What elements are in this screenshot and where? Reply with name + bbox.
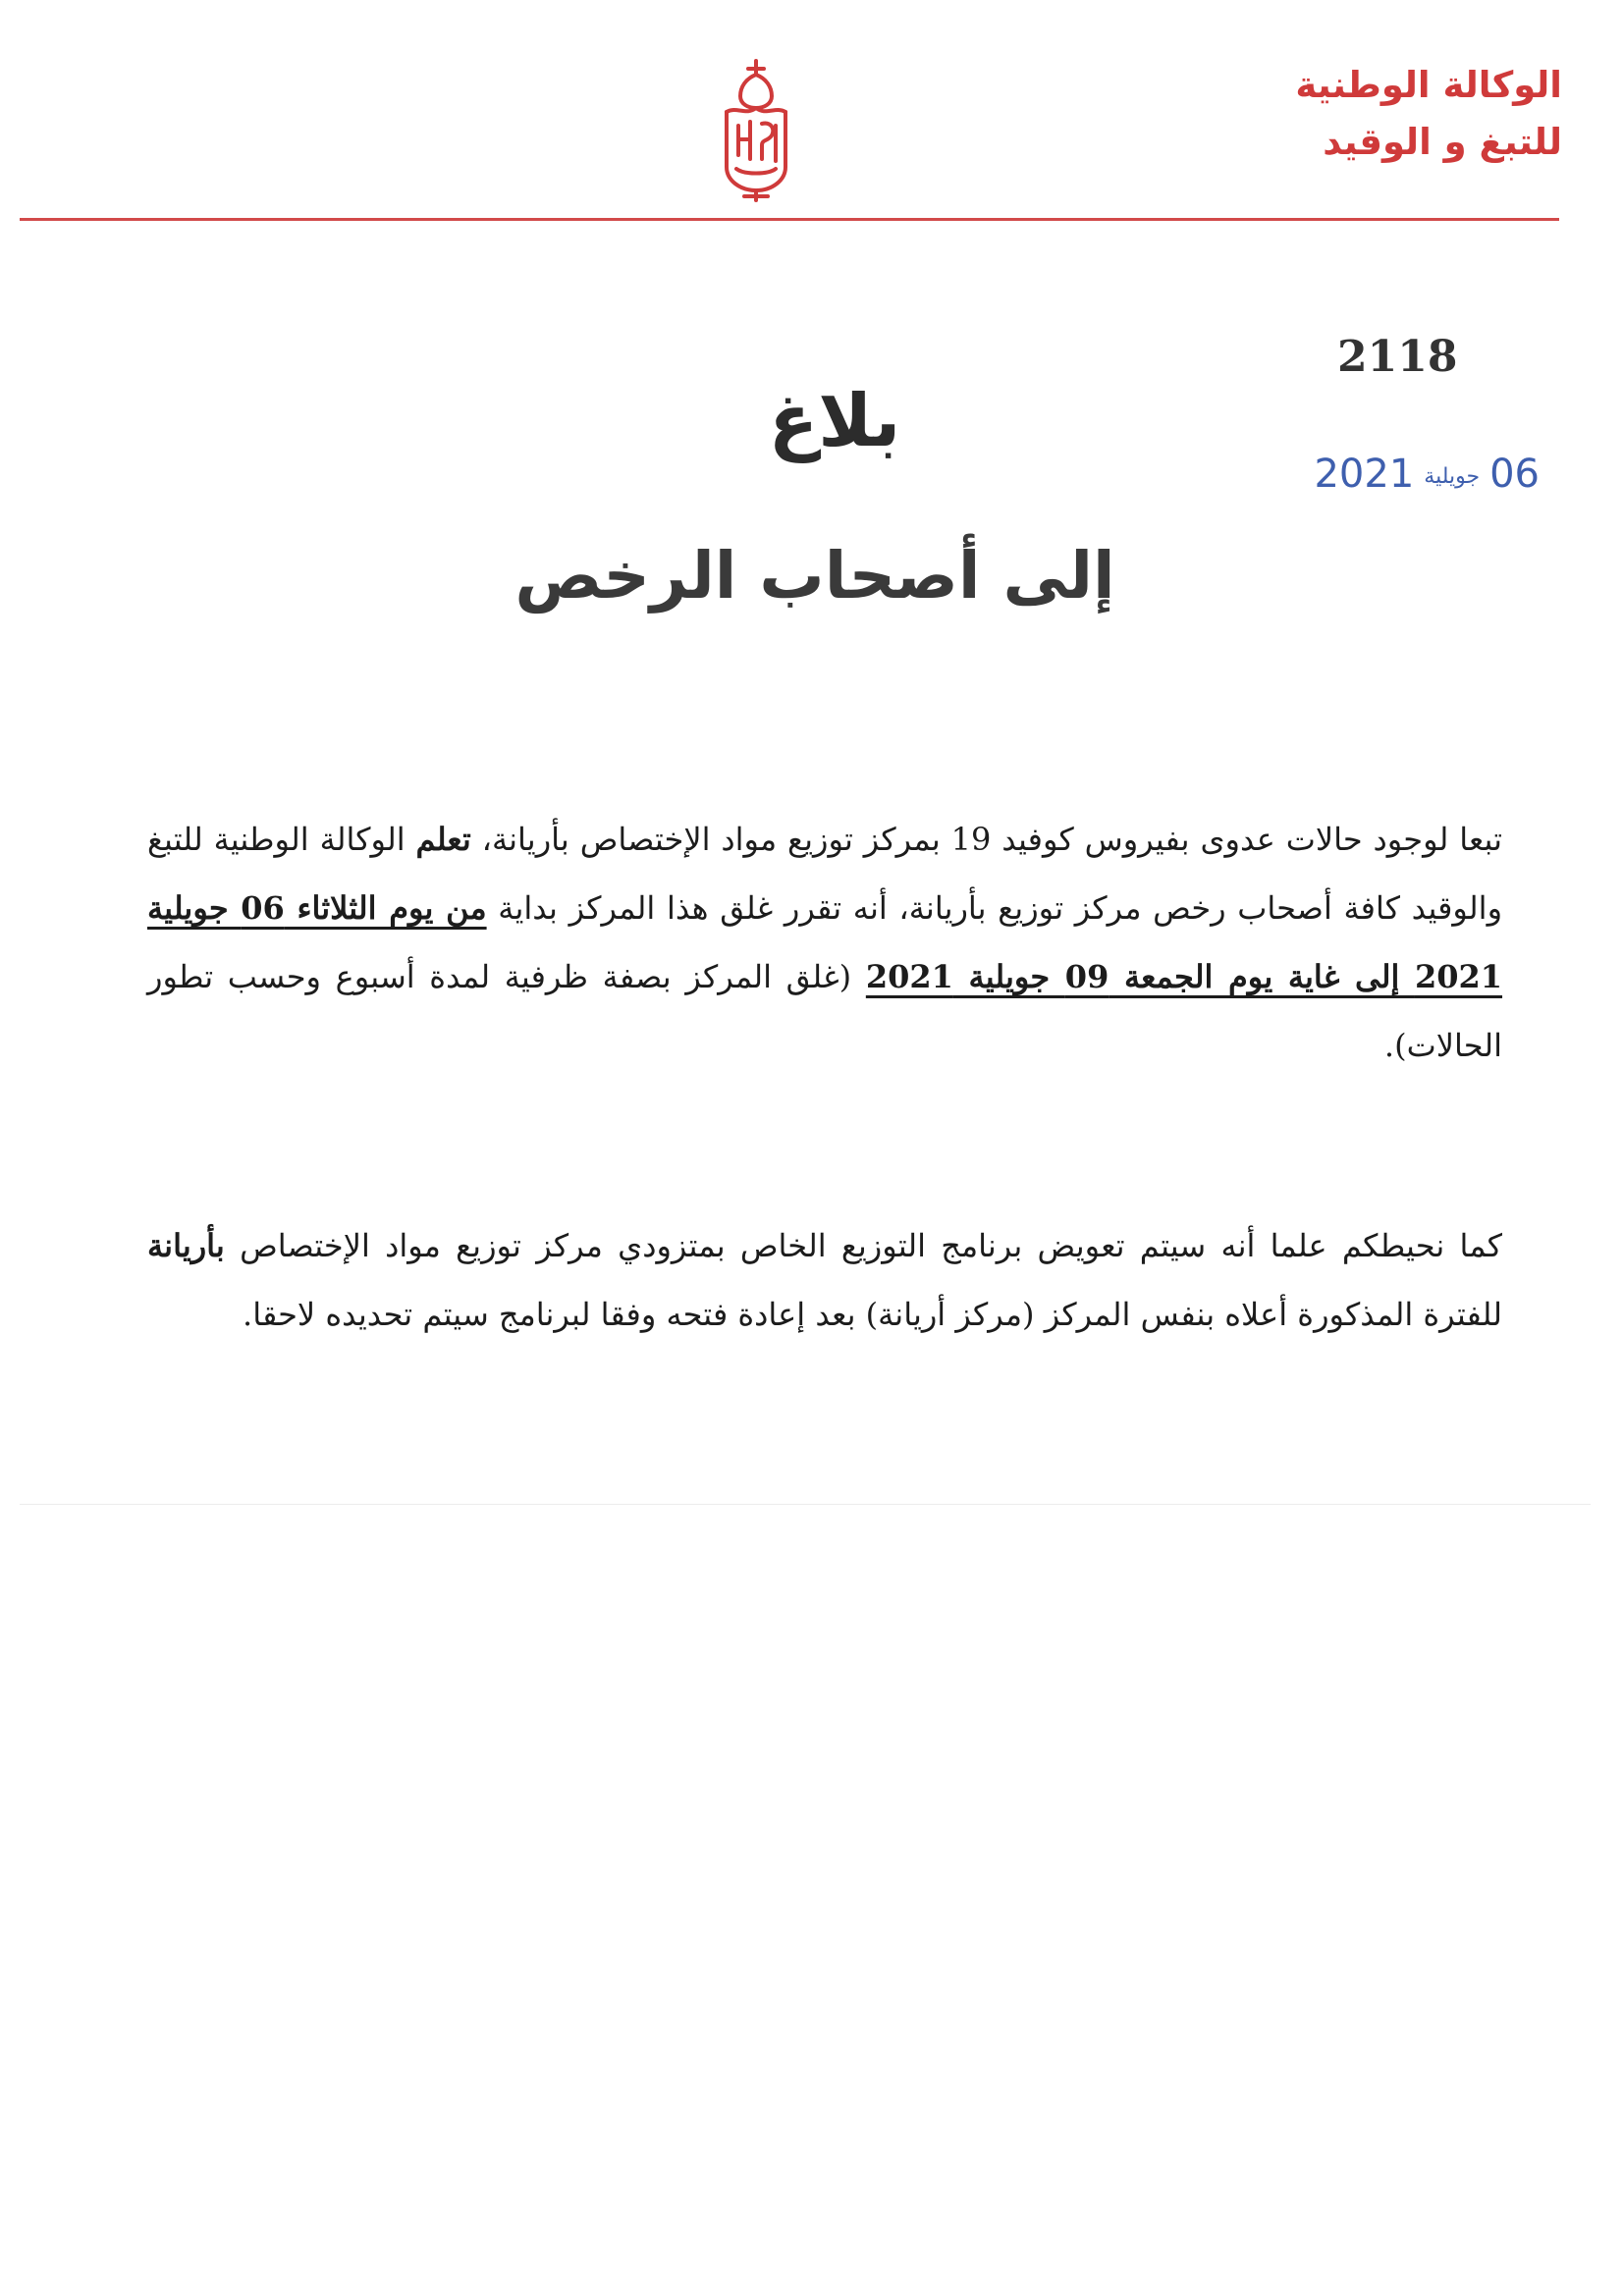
header-divider	[20, 218, 1559, 221]
agency-emblem-logo	[711, 57, 801, 202]
paragraph2-part1: كما نحيطكم علما أنه سيتم تعويض برنامج التوزيع الخاص بمتزودي مركز توزيع مواد الإختصاص	[224, 1227, 1502, 1264]
agency-name-line1: الوكالة الوطنية	[1295, 64, 1562, 106]
paragraph1-agency-verb: تعلم	[415, 821, 471, 858]
date-stamp-year: 2021	[1314, 452, 1415, 497]
scan-divider	[20, 1504, 1591, 1505]
agency-name	[1110, 57, 1562, 171]
paragraph1-intro: تبعا لوجود حالات عدوى بفيروس كوفيد 19 بمركز توزيع مواد الإختصاص بأريانة،	[481, 821, 1503, 858]
paragraph2-part2: للفترة المذكورة أعلاه بنفس المركز (مركز أريانة) بعد إعادة فتحه وفقا لبرنامج سيتم تحديده لاحقا.	[243, 1296, 1502, 1333]
paragraph-schedule-compensation	[147, 1211, 1502, 1349]
reference-number: 2118	[1337, 332, 1458, 382]
closure-note: (غلق المركز بصفة ظرفية لمدة أسبوع وحسب تطور الحالات).	[147, 958, 1502, 1064]
document-title: بلاغ	[768, 379, 901, 463]
paragraph1-informs: الوكالة الوطنية للتبغ والوقيد كافة أصحاب رخص مركز توزيع بأريانة، أنه تقرر غلق هذا المركز بداية	[147, 821, 1503, 927]
closure-period: من يوم الثلاثاء 06 جويلية 2021 إلى غاية يوم الجمعة 09 جويلية 2021	[147, 889, 1503, 995]
agency-name-line2: للتبغ و الوقيد	[1323, 121, 1562, 163]
document-subtitle: إلى أصحاب الرخص	[514, 538, 1115, 614]
date-stamp-day: 06	[1489, 452, 1540, 497]
paragraph-closure-notice	[147, 805, 1502, 1080]
paragraph2-location: بأريانة	[147, 1227, 225, 1264]
date-stamp	[1274, 452, 1540, 497]
date-stamp-month: جويلية	[1424, 463, 1481, 489]
emblem-icon	[711, 57, 801, 202]
